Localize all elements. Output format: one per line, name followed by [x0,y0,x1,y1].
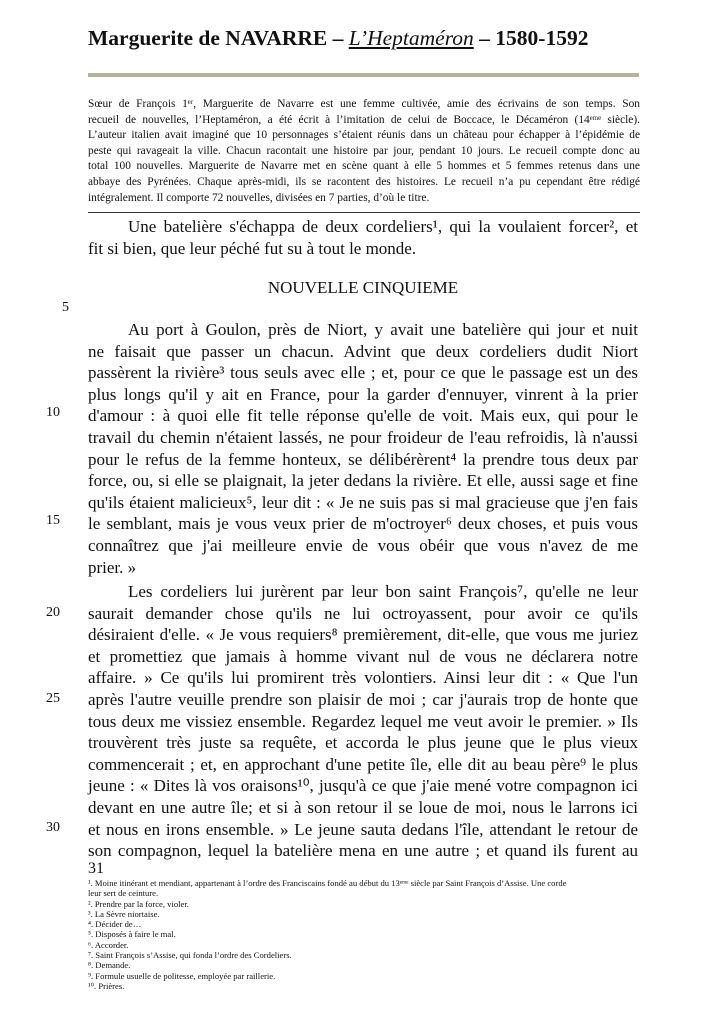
footnote: ⁹. Formule usuelle de politesse, employée par raillerie. [88,970,276,981]
text-line: plus longs qu'il y ait en France, pour la garder d'ennuyer, vinrent à la prier [88,384,638,404]
line-number: 25 [46,691,60,706]
footnote: leur sert de ceinture. [88,888,159,899]
title-dash: – [327,26,349,50]
text-line: connaîtrez que j'ai meilleure envie de vous obéir que vous n'avez de me [88,536,638,555]
text-line: travail du chemin n'étaient lassés, ne pour froideur de l'eau refroidis, là n'aussi [88,428,638,447]
header-rule [88,73,639,77]
text-line: Au port à Goulon, près de Niort, y avait une batelière qui jour et nuit [128,320,638,339]
text-line: d'amour : à quoi elle fit telle réponse qu'elle de voit. Mais eux, qui pour le [88,406,638,426]
text-line: Les cordeliers lui jurèrent par leur bon saint François⁷, qu'elle ne leur [128,582,638,601]
footnote: ⁶. Accorder. [88,939,129,950]
intro-paragraph [88,97,640,206]
text-line: et nous en irons ensemble. » Le jeune sauta dedans l'île, attendant le retour de [88,819,638,839]
line-number: 10 [46,405,60,420]
footnote: ¹⁰. Prières. [88,980,125,991]
text-line: force, ou, si elle se plaignait, la jeter dedans la rivière. Et elle, aussi sage et fine [88,471,638,491]
title-dash: – [473,26,496,50]
page-number: 31 [88,860,104,877]
text-line: qu'ils étaient malicieux⁵, leur dit : « Je ne suis pas si mal gracieuse que j'en fais [88,492,638,512]
footnote: ³. La Sèvre niortaise. [88,908,160,919]
intro-line: abbaye des Pyrénées. Chaque après-midi, ils se racontent des histoires. Le recueil n’a pu cependant être rédigé [88,175,640,188]
dates: 1580-1592 [495,26,589,50]
intro-line: recueil de nouvelles, l’Heptaméron, a été écrit à l’imitation de celui de Boccace, le Décaméron (14ᵉᵐᵉ siècle). [88,113,640,126]
intro-line: Sœur de François 1ᵉʳ, Marguerite de Navarre est une femme cultivée, amie des écrivains de son temps. Son [88,98,640,110]
line-number: 20 [46,605,60,620]
footnote: ¹. Moine itinérant et mendiant, appartenant à l’ordre des Franciscains fondé au début du 13ᵉᵐᵉ siècle par Saint François d’Assise. Une corde [88,878,567,888]
text-line: ne faisait que passer un chacun. Advint que deux cordeliers dudit Niort [88,341,638,361]
intro-line: L’auteur italien avait imaginé que 10 personnages s’étaient réunis dans un château pour échapper à l’épidémie de [88,129,640,142]
text-line: devant en une autre île; et si à son retour il se loue de moi, nous le larrons ici [88,798,638,817]
text-line: saurait demander chose qu'ils ne lui octroyassent, pour avoir ce qu'ils [88,603,638,623]
footnote: ⁷. Saint François s’Assise, qui fonda l’ordre des Cordeliers. [88,950,292,961]
footnote: ². Prendre par la force, violer. [88,898,189,909]
text-line: fit si bien, que leur péché fut su à tout le monde. [88,238,417,258]
text-line: pour le refus de la femme honteux, se délibérèrent⁴ la prendre tous deux par [88,449,638,469]
document-title [88,26,588,51]
footnotes [88,878,640,991]
text-line: son compagnon, lequel la batelière mena en une autre ; et quand ils furent au [88,841,638,861]
intro-line: intégralement. Il comporte 72 nouvelles, divisées en 7 parties, d’où le titre. [88,191,430,204]
text-line: commencerait ; et, en approchant d'une petite île, elle dit au beau père⁹ le plus [88,754,638,774]
text-line: tous deux me vissiez ensemble. Regardez lequel me veut avoir le premier. » Ils [88,711,638,731]
section-divider [88,212,640,213]
text-line: après l'autre veuille prendre son plaisir de moi ; car j'aurais trop de honte que [88,690,638,709]
text-line: désiraient d'elle. « Je vous requiers⁸ premièrement, dit-elle, que vous me juriez [88,625,638,645]
text-line: et promettiez que jamais à homme vivant nul de vous ne déclarera notre [88,646,638,666]
line-number: 30 [46,820,60,835]
line-number: 15 [46,513,60,528]
text-line: trouvèrent très juste sa requête, et accorda le plus jeune que le plus vieux [88,733,638,753]
text-line: affaire. » Ce qu'ils lui promirent très volontiers. Ainsi leur dit : « Que l'un [88,668,638,688]
intro-line: peste qui ravageait la ville. Chacun racontait une histoire par jour, pendant 10 jours. Le recueil compte donc au [88,144,640,157]
footnote: ⁵. Disposés à faire le mal. [88,929,176,940]
text-line: le semblant, mais je vous veux prier de m'octroyer⁶ deux choses, et puis vous [88,514,638,534]
story-heading: NOUVELLE CINQUIEME [267,278,459,297]
text-line: Une batelière s'échappa de deux cordeliers¹, qui la voulaient forcer², et [128,217,638,236]
footnote: ⁸. Demande. [88,960,131,971]
text-line: jeune : « Dites là vos oraisons¹⁰, jusqu'à ce que j'aie mené votre compagnon ici [88,776,638,796]
work-title: L’Heptaméron [348,26,474,50]
intro-line: total 100 nouvelles. Marguerite de Navarre met en scène quant à elle 5 hommes et 5 femmes retenus dans une [88,160,640,173]
text-line: prier. » [88,557,137,577]
line-number: 5 [62,300,69,315]
author-name: Marguerite de NAVARRE [88,26,328,50]
text-line: passèrent la rivière³ tous seuls avec elle ; et, pour ce que le passage est un des [88,363,638,383]
footnote: ⁴. Décider de… [88,919,142,930]
